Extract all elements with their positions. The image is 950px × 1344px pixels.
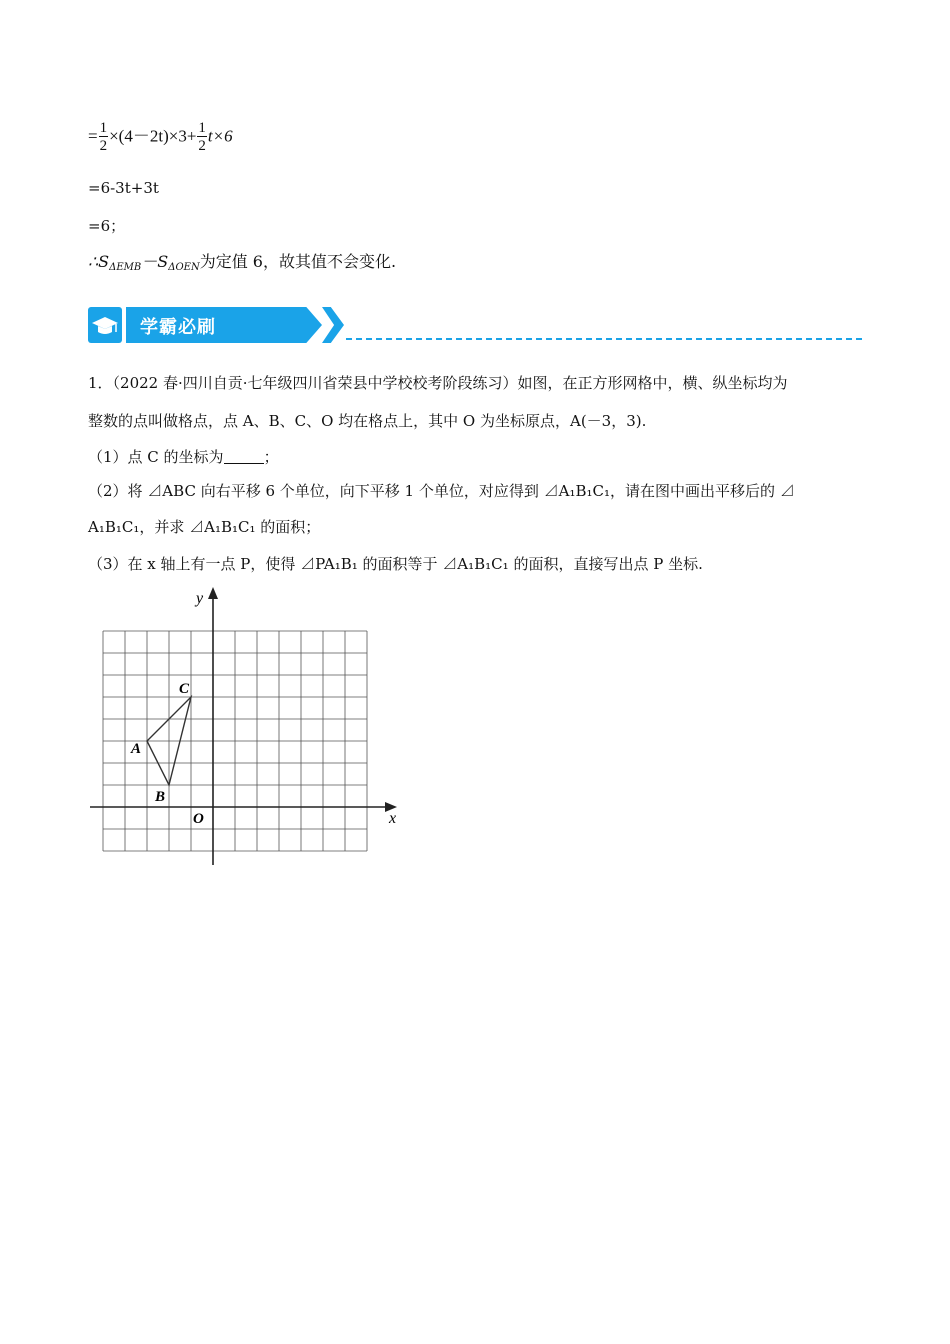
point-label-c: C bbox=[179, 681, 190, 697]
question-part-1 bbox=[88, 446, 279, 467]
expression-middle: ×(4－2t)×3+ bbox=[109, 126, 197, 146]
solution-line-1 bbox=[88, 121, 233, 154]
subscript-emb: ΔEMB bbox=[109, 262, 142, 273]
fraction-denominator: 2 bbox=[99, 138, 108, 154]
fraction-numerator: 1 bbox=[99, 120, 108, 136]
solution-line-4 bbox=[88, 249, 396, 273]
grid-lines bbox=[103, 631, 367, 851]
fraction-numerator: 1 bbox=[198, 120, 206, 136]
question-line-1: 1．（2022 春·四川自贡·七年级四川省荣县中学校校考阶段练习）如图，在正方形网格中，横、纵坐标均为 bbox=[88, 374, 788, 392]
equals-sign: = bbox=[88, 126, 98, 146]
part-1-end: ； bbox=[263, 448, 279, 466]
point-label-a: A bbox=[131, 741, 142, 757]
origin-label: O bbox=[193, 811, 204, 827]
question-line-2: 整数的点叫做格点，点 A、B、C、O 均在格点上，其中 O 为坐标原点，A(－3，3). bbox=[88, 412, 647, 430]
coordinate-grid-figure bbox=[85, 585, 410, 870]
point-label-b: B bbox=[155, 789, 166, 805]
question-part-2-line-1: （2）将 ⊿ABC 向右平移 6 个单位，向下平移 1 个单位，对应得到 ⊿A₁B₁C₁，请在图中画出平移后的 ⊿ bbox=[88, 482, 795, 500]
subscript-oen: ΔOEN bbox=[168, 262, 200, 273]
section-banner bbox=[88, 307, 868, 343]
part-1-text: （1）点 C 的坐标为 bbox=[88, 448, 224, 466]
conclusion-text: 为定值 6，故其值不会变化. bbox=[199, 252, 397, 271]
fraction-denominator: 2 bbox=[198, 138, 206, 154]
expression-tail: t×6 bbox=[207, 126, 233, 146]
axes bbox=[90, 587, 397, 865]
solution-line-3: =6； bbox=[88, 217, 126, 235]
fraction-half-1 bbox=[99, 121, 109, 154]
answer-blank bbox=[224, 449, 264, 464]
question-part-2-line-2: A₁B₁C₁，并求 ⊿A₁B₁C₁ 的面积； bbox=[88, 518, 321, 536]
x-axis-label: x bbox=[389, 810, 397, 827]
point-labels bbox=[130, 681, 190, 805]
y-axis-label: y bbox=[196, 590, 204, 607]
y-axis-arrow-icon bbox=[208, 587, 218, 599]
chevron-right-icon bbox=[322, 307, 344, 343]
minus-s: －S bbox=[141, 252, 169, 271]
banner-dashed-divider bbox=[346, 338, 862, 340]
banner-title: 学霸必刷 bbox=[140, 317, 216, 338]
fraction-half-2 bbox=[197, 121, 207, 154]
therefore-s: ∴S bbox=[88, 252, 110, 271]
question-part-3: （3）在 x 轴上有一点 P，使得 ⊿PA₁B₁ 的面积等于 ⊿A₁B₁C₁ 的面积，直接写出点 P 坐标. bbox=[88, 555, 703, 573]
solution-line-2: =6-3t+3t bbox=[88, 179, 159, 197]
graduation-cap-icon bbox=[88, 307, 122, 343]
